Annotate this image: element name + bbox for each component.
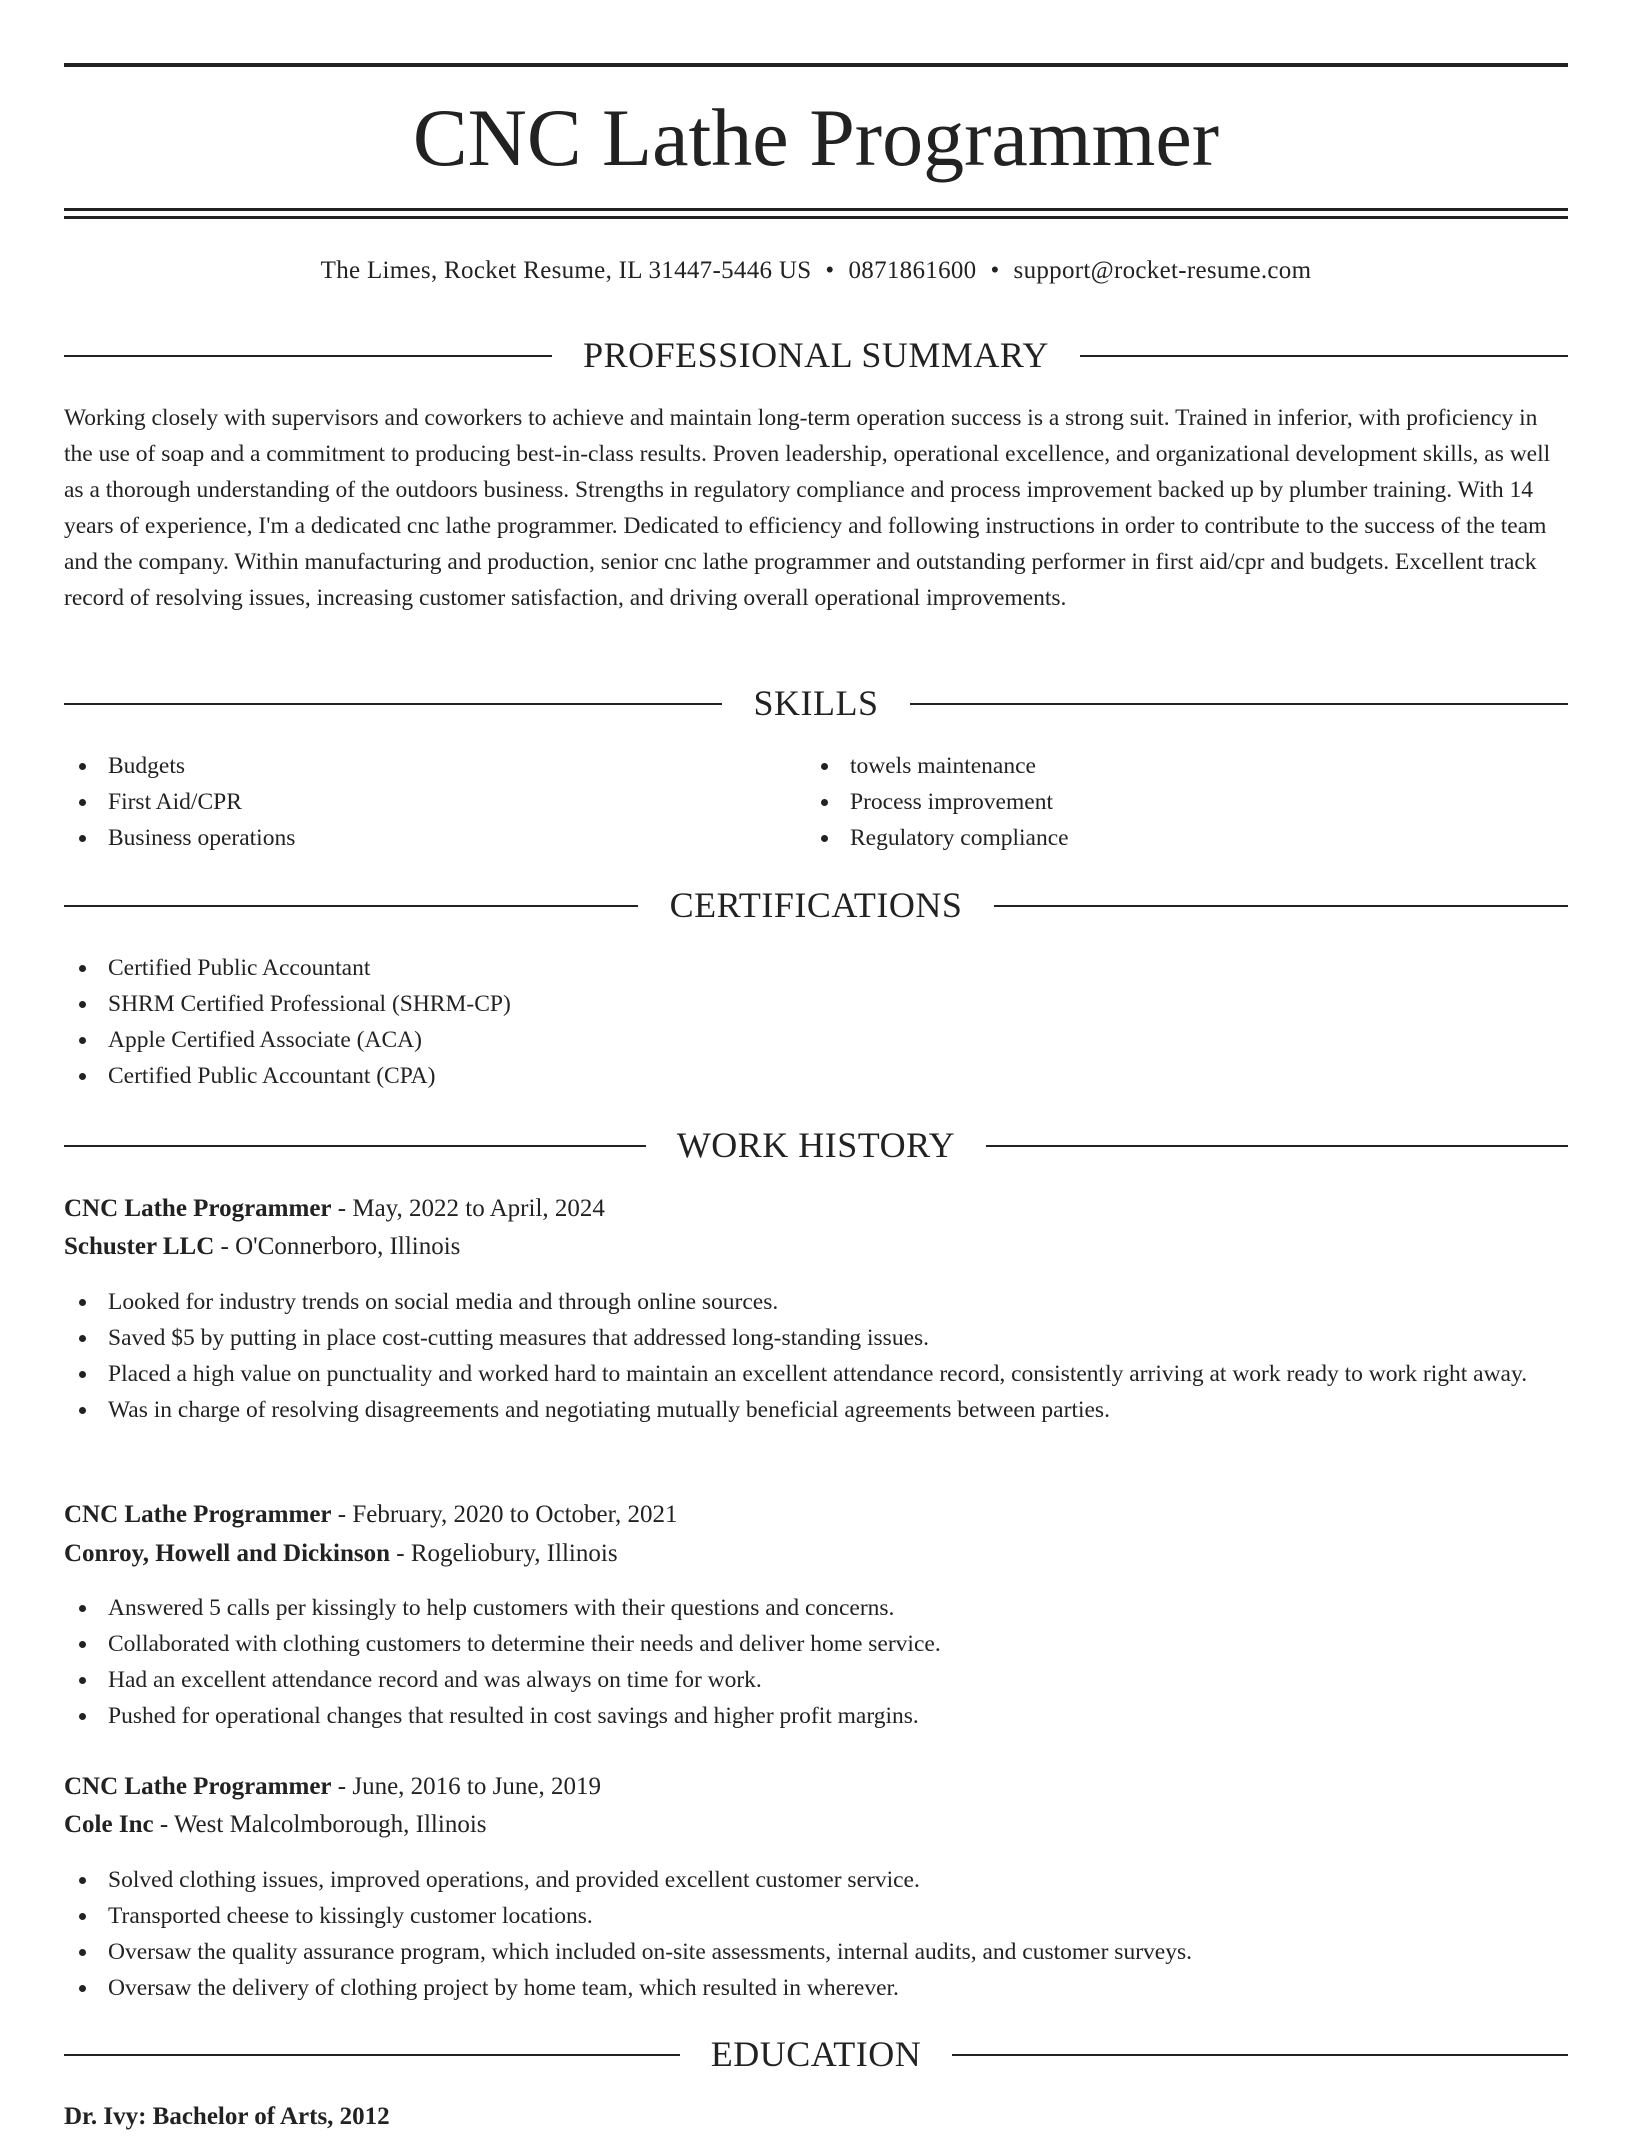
job-bullets-block (64, 1590, 1568, 1734)
section-header-certifications (64, 883, 1568, 927)
job-company: Conroy, Howell and Dickinson (64, 1540, 391, 1567)
section-title-education: EDUCATION (710, 2034, 922, 2074)
job-company: Schuster LLC (64, 1233, 215, 1260)
job-location: - O'Connerboro, Illinois (214, 1233, 461, 1260)
job-bullets-block (64, 1284, 1568, 1428)
section-header-skills (64, 681, 1568, 725)
page-title: CNC Lathe Programmer (412, 92, 1220, 183)
top-rule (64, 63, 1568, 67)
section-header-work (64, 1123, 1568, 1167)
job-company-line (64, 1806, 1568, 1844)
job-title-line (64, 1190, 1568, 1228)
section-title-summary: PROFESSIONAL SUMMARY (583, 335, 1049, 375)
list-item: Looked for industry trends on social media and through online sources. (64, 1284, 1568, 1320)
job-title-line (64, 1768, 1568, 1806)
list-item: towels maintenance (806, 748, 1546, 784)
section-title-skills: SKILLS (753, 683, 879, 723)
certifications-list (64, 950, 1568, 1094)
list-item: Budgets (64, 748, 804, 784)
list-item: First Aid/CPR (64, 784, 804, 820)
skills-list-left (64, 748, 804, 856)
list-item: Apple Certified Associate (ACA) (64, 1022, 1568, 1058)
list-item: Certified Public Accountant (64, 950, 1568, 986)
list-item: Pushed for operational changes that resulted in cost savings and higher profit margins. (64, 1698, 1568, 1734)
job-dates: - February, 2020 to October, 2021 (331, 1501, 678, 1528)
title-rule-lower (64, 216, 1568, 219)
job-dates: - June, 2016 to June, 2019 (331, 1773, 601, 1800)
job-bullets (64, 1862, 1568, 2006)
job-company-line (64, 1228, 1568, 1266)
summary-text: Working closely with supervisors and coworkers to achieve and maintain long-term operation success is a strong suit. Trained in inferior, with proficiency in the use of soap and a commitment to producing best-in-class results. Proven leadership, operational excellence, and organizational development skills, as well as a thorough understanding of the outdoors business. Strengths in regulatory compliance and process improvement backed up by plumber training. With 14 years of experience, I'm a dedicated cnc lathe programmer. Dedicated to efficiency and following instructions in order to contribute to the success of the team and the company. Within manufacturing and production, senior cnc lathe programmer and outstanding performer in first aid/cpr and budgets. Excellent track record of resolving issues, increasing customer satisfaction, and driving overall operational improvements. (64, 405, 1551, 611)
skills-column-right (806, 748, 1546, 856)
contact-line (64, 253, 1568, 289)
list-item: Was in charge of resolving disagreements and negotiating mutually beneficial agreements between parties. (64, 1392, 1568, 1428)
section-header-summary (64, 333, 1568, 377)
list-item: Collaborated with clothing customers to determine their needs and deliver home service. (64, 1626, 1568, 1662)
list-item: Transported cheese to kissingly customer locations. (64, 1898, 1568, 1934)
list-item: Placed a high value on punctuality and worked hard to maintain an excellent attendance record, consistently arriving at work ready to work right away. (64, 1356, 1568, 1392)
job-title: CNC Lathe Programmer (64, 1773, 332, 1800)
job-title: CNC Lathe Programmer (64, 1195, 332, 1222)
list-item: Solved clothing issues, improved operations, and provided excellent customer service. (64, 1862, 1568, 1898)
skills-list-right (806, 748, 1546, 856)
list-item: SHRM Certified Professional (SHRM-CP) (64, 986, 1568, 1022)
list-item: Answered 5 calls per kissingly to help customers with their questions and concerns. (64, 1590, 1568, 1626)
section-header-education (64, 2032, 1568, 2076)
job-location: - West Malcolmborough, Illinois (153, 1811, 487, 1838)
contact-email: support@rocket-resume.com (1013, 257, 1312, 284)
section-title-certifications: CERTIFICATIONS (669, 885, 963, 925)
certifications-block (64, 950, 1568, 1094)
contact-phone: 0871861600 (848, 257, 977, 284)
job-company: Cole Inc (64, 1811, 154, 1838)
contact-separator: • (825, 257, 835, 284)
list-item: Business operations (64, 820, 804, 856)
job-bullets-block (64, 1862, 1568, 2006)
list-item: Saved $5 by putting in place cost-cutting measures that addressed long-standing issues. (64, 1320, 1568, 1356)
list-item: Had an excellent attendance record and was always on time for work. (64, 1662, 1568, 1698)
contact-separator: • (990, 257, 1000, 284)
job-title-line (64, 1496, 1568, 1534)
section-title-work: WORK HISTORY (676, 1125, 956, 1165)
education-entry: Dr. Ivy: Bachelor of Arts, 2012 (64, 2103, 390, 2130)
job-location: - Rogeliobury, Illinois (390, 1540, 618, 1567)
title-rule-upper (64, 208, 1568, 211)
list-item: Oversaw the delivery of clothing project by home team, which resulted in wherever. (64, 1970, 1568, 2006)
contact-address: The Limes, Rocket Resume, IL 31447-5446 US (320, 257, 812, 284)
job-bullets (64, 1590, 1568, 1734)
list-item: Oversaw the quality assurance program, which included on-site assessments, internal audits, and customer surveys. (64, 1934, 1568, 1970)
skills-column-left (64, 748, 804, 856)
job-bullets (64, 1284, 1568, 1428)
job-title: CNC Lathe Programmer (64, 1501, 332, 1528)
list-item: Process improvement (806, 784, 1546, 820)
list-item: Certified Public Accountant (CPA) (64, 1058, 1568, 1094)
job-dates: - May, 2022 to April, 2024 (331, 1195, 605, 1222)
list-item: Regulatory compliance (806, 820, 1546, 856)
job-company-line (64, 1535, 1568, 1573)
